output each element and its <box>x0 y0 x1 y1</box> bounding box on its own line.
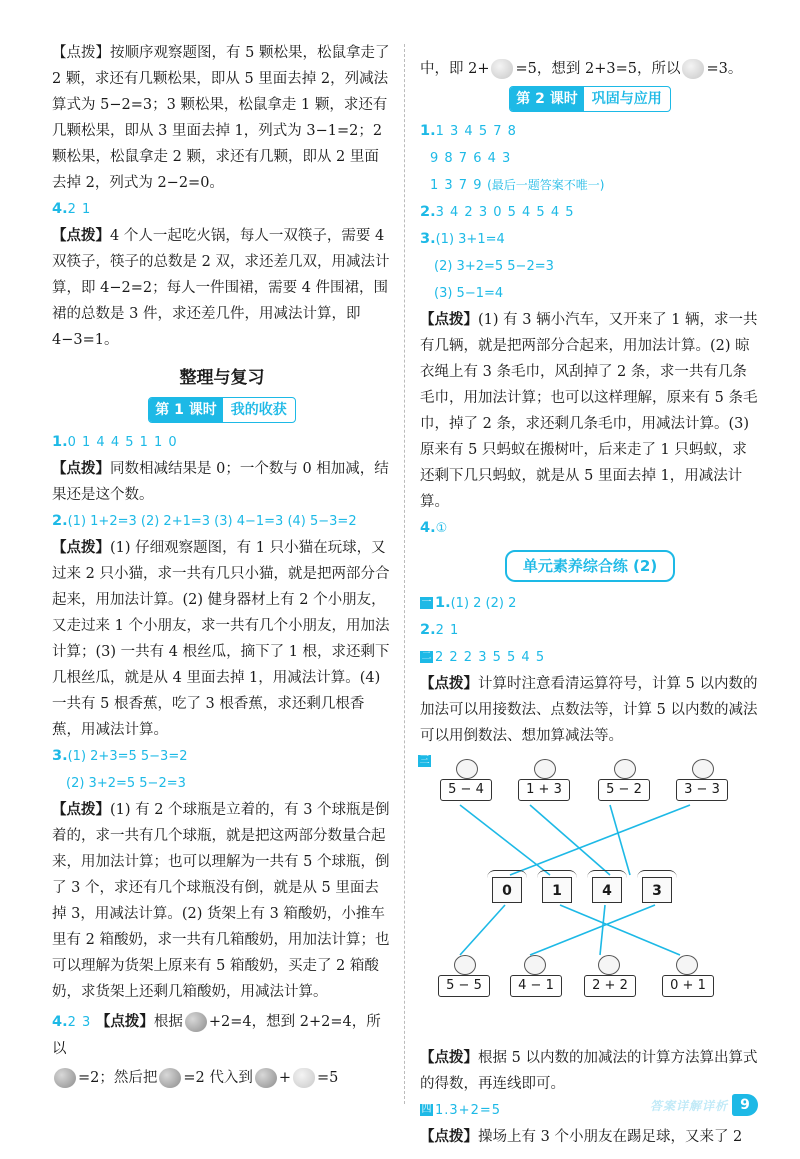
match-line <box>510 805 690 875</box>
bottom-expression: 2 + 2 <box>584 975 636 997</box>
left-column <box>52 40 392 1094</box>
tip-cars: 【点拨】(1) 有 3 辆小汽车，又开来了 1 辆，求一共有几辆，就是把两部分合起来，用加法计算。(2) 晾衣绳上有 3 条毛巾，风刮掉了 2 条，求一共有几条毛巾，用加法计算；也可以这样理解，原来有 5 条毛巾，掉了 2 条，求还剩几条毛巾，用减法计算。(3) 原来有 5 只蚂蚁在搬树叶，后来走了 1 只蚂蚁，求还剩下几只蚂蚁，就是从 5 里面去掉 1，用减法计算。 <box>420 311 758 510</box>
house-number: 3 <box>642 877 672 903</box>
match-line <box>600 905 605 955</box>
top-expression: 1 + 3 <box>518 779 570 801</box>
mouse-icon <box>614 759 636 779</box>
b-answer-3-l3: (3) 5−1=4 <box>434 286 504 301</box>
house-number: 1 <box>542 877 572 903</box>
tip-hotpot: 【点拨】4 个人一起吃火锅，每人一双筷子，需要 4 双筷子，筷子的总数是 2 双，求还差几双，用减法计算，即 4−2=2；每人一件围裙，需要 4 件围裙，围裙的总数是 3 件，求还差几件，用减法计算，即 4−3=1。 <box>52 227 390 348</box>
b-answer-1: 1.1 3 4 5 7 8 <box>420 123 517 139</box>
footer-label: 答案详解详析 <box>649 1098 728 1113</box>
answer-3-line2: (2) 3+2=5 5−2=3 <box>66 776 186 791</box>
answer-4b: 4.2 3 【点拨】根据 +2=4，想到 2+2=4，所以 <box>52 1013 381 1057</box>
panda-icon <box>454 955 476 975</box>
column-divider <box>404 44 405 1104</box>
cat-icon <box>524 955 546 975</box>
pear-icon <box>682 59 704 79</box>
bottom-expression: 5 − 5 <box>438 975 490 997</box>
bottom-expression: 4 − 1 <box>510 975 562 997</box>
b-answer-3: 3.(1) 3+1=4 <box>420 231 505 247</box>
cow-icon <box>534 759 556 779</box>
b-answer-4: 4.① <box>420 520 449 536</box>
lion-icon <box>692 759 714 779</box>
b-answer-1-l3: 1 3 7 9 (最后一题答案不唯一) <box>430 178 605 193</box>
answer-4b-cont: =2；然后把 =2 代入到 + =5 <box>52 1062 392 1094</box>
lesson-2-header: 第 2 课时 巩固与应用 <box>420 86 760 112</box>
page-number: 9 <box>732 1094 758 1116</box>
tip-cats: 【点拨】(1) 仔细观察题图，有 1 只小猫在玩球，又过来 2 只小猫，求一共有几只小猫，就是把两部分合起来，用加法计算。(2) 健身器材上有 2 个小朋友，又走过来 1 个小朋友，求一共有几个小朋友，用加法计算；(3) 一共有 4 根丝瓜，摘下了 1 根，求还剩下几根丝瓜，就是从 4 里面去掉 1，用减法计算。(4) 一共有 5 根香蕉，吃了 3 根香蕉，求还剩几根香蕉，用减法计算。 <box>52 539 390 738</box>
b-answer-1-l2: 9 8 7 6 4 3 <box>430 151 512 166</box>
answer-1: 1.0 1 4 4 5 1 1 0 <box>52 434 178 450</box>
b-answer-2: 2.3 4 2 3 0 5 4 5 4 5 <box>420 204 575 220</box>
match-line <box>530 905 655 955</box>
section-title: 整理与复习 <box>179 368 265 388</box>
tip-calc: 【点拨】计算时注意看清运算符号，计算 5 以内数的加法可以用接数法、点数法等，计算 5 以内数的减法可以用倒数法、想加算减法等。 <box>420 675 758 744</box>
continued-line: 中，即 2+ =5，想到 2+3=5，所以 =3。 <box>420 61 743 77</box>
c-answer-1: 一 1.(1) 2 (2) 2 <box>421 595 517 611</box>
c-answer-5: 四 1.3+2=5 <box>421 1103 502 1118</box>
tip-match: 【点拨】根据 5 以内数的加减法的计算方法算出算式的得数，再连线即可。 <box>420 1049 758 1092</box>
match-line <box>610 805 630 875</box>
unit-title: 单元素养综合练 (2) <box>420 550 760 582</box>
pear-icon <box>491 59 513 79</box>
house-number: 0 <box>492 877 522 903</box>
top-expression: 5 − 4 <box>440 779 492 801</box>
top-expression: 3 − 3 <box>676 779 728 801</box>
b-answer-3-l2: (2) 3+2=5 5−2=3 <box>434 259 554 274</box>
apple-icon <box>159 1068 181 1088</box>
apple-icon <box>54 1068 76 1088</box>
tip-squirrel: 【点拨】按顺序观察题图，有 5 颗松果，松鼠拿走了 2 颗，求还有几颗松果，即从 5 里面去掉 2，列减法算式为 5−2=3；3 颗松果，松鼠拿走 1 颗，求还有几颗松果，即从 3 里面去掉 1，列式为 3−1=2；2 颗松果，松鼠拿走 2 颗，求还有几颗，即从 2 里面去掉 2，列式为 2−2=0。 <box>52 45 390 191</box>
dog-icon <box>676 955 698 975</box>
tip-football: 【点拨】操场上有 3 个小朋友在踢足球，又来了 2 <box>420 1128 743 1145</box>
apple-icon <box>185 1012 207 1032</box>
c-answer-2: 2.2 1 <box>420 622 460 638</box>
tip-bowling: 【点拨】(1) 有 2 个球瓶是立着的，有 3 个球瓶是倒着的，求一共有几个球瓶，就是把这两部分数量合起来，用加法计算；也可以理解为一共有 5 个球瓶，倒了 3 个，求还有几个球瓶没有倒，就是从 5 里面去掉 3，用减法计算。(2) 货架上有 3 箱酸奶，小推车里有 2 箱酸奶，求一共有几箱酸奶，用加法计算；也可以理解为货架上原来有 5 箱酸奶，买走了 2 箱酸奶，求货架上还剩几箱酸奶，用减法计算。 <box>52 801 390 1000</box>
apple-icon <box>255 1068 277 1088</box>
page-footer <box>650 1094 758 1116</box>
top-expression: 5 − 2 <box>598 779 650 801</box>
matching-diagram: 三 5 − 4 1 + 3 5 − 2 3 − 3 0 1 4 3 5 − 5 4 − 1 2 + 2 0 + 1 <box>420 755 760 1045</box>
answer-3: 3.(1) 2+3=5 5−3=2 <box>52 748 188 764</box>
bottom-expression: 0 + 1 <box>662 975 714 997</box>
monkey-icon <box>456 759 478 779</box>
right-column <box>420 54 760 1150</box>
answer-4: 4.2 1 <box>52 201 92 217</box>
pear-icon <box>293 1068 315 1088</box>
rabbit-icon <box>598 955 620 975</box>
lesson-1-header: 第 1 课时 我的收获 <box>52 397 392 423</box>
match-line <box>560 905 680 955</box>
house-number: 4 <box>592 877 622 903</box>
match-line <box>460 905 505 955</box>
c-answer-3: 二 2 2 2 3 5 5 4 5 <box>421 650 546 665</box>
tip-zero: 【点拨】同数相减结果是 0；一个数与 0 相加减，结果还是这个数。 <box>52 460 389 503</box>
answer-2: 2.(1) 1+2=3 (2) 2+1=3 (3) 4−1=3 (4) 5−3=2 <box>52 513 357 529</box>
